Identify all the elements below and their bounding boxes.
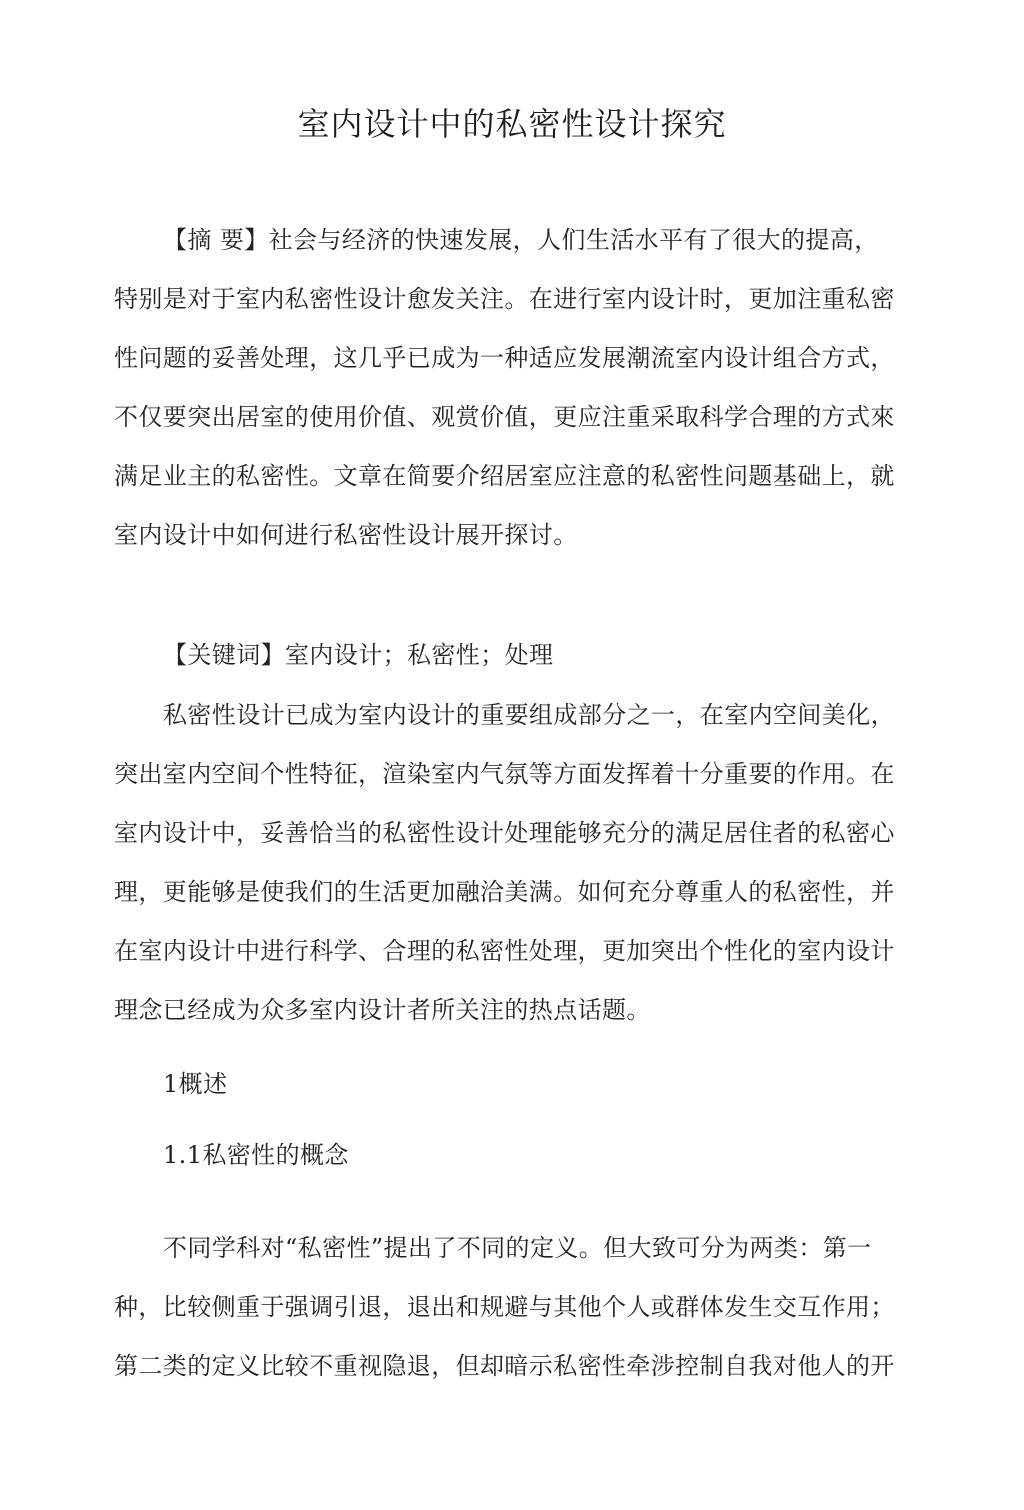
abstract-line: 室内设计中如何进行私密性设计展开探讨。 — [114, 521, 578, 549]
paragraph-line: 不同学科对“私密性”提出了不同的定义。但大致可分为两类：第一 — [163, 1234, 872, 1262]
paragraph-line: 私密性设计已成为室内设计的重要组成部分之一，在室内空间美化， — [163, 701, 895, 729]
paragraph-line: 室内设计中，妥善恰当的私密性设计处理能够充分的满足居住者的私密心 — [114, 819, 895, 847]
abstract-line: 【摘 要】社会与经济的快速发展，人们生活水平有了很大的提高， — [163, 226, 879, 254]
paragraph-line: 在室内设计中进行科学、合理的私密性处理，更加突出个性化的室内设计 — [114, 937, 895, 965]
paragraph-line: 理念已经成为众多室内设计者所关注的热点话题。 — [114, 996, 651, 1024]
section-heading: 1概述 — [163, 1070, 228, 1098]
abstract-line: 特别是对于室内私密性设计愈发关注。在进行室内设计时，更加注重私密 — [114, 285, 895, 313]
paragraph-line: 突出室内空间个性特征，渲染室内气氛等方面发挥着十分重要的作用。在 — [114, 760, 895, 788]
document-title: 室内设计中的私密性设计探究 — [297, 105, 727, 143]
paragraph-line: 第二类的定义比较不重视隐退，但却暗示私密性牵涉控制自我对他人的开 — [114, 1352, 895, 1380]
abstract-line: 性问题的妥善处理，这几乎已成为一种适应发展潮流室内设计组合方式， — [114, 344, 895, 372]
abstract-line: 不仅要突出居室的使用价值、观赏价值，更应注重采取科学合理的方式來 — [114, 403, 895, 431]
paragraph-line: 种，比较侧重于强调引退，退出和规避与其他个人或群体发生交互作用； — [114, 1293, 895, 1321]
subsection-heading: 1.1私密性的概念 — [163, 1141, 349, 1169]
keywords-line: 【关键词】室内设计；私密性；处理 — [163, 641, 554, 669]
paragraph-line: 理，更能够是使我们的生活更加融洽美满。如何充分尊重人的私密性，并 — [114, 878, 895, 906]
abstract-line: 满足业主的私密性。文章在简要介绍居室应注意的私密性问题基础上，就 — [114, 462, 895, 490]
